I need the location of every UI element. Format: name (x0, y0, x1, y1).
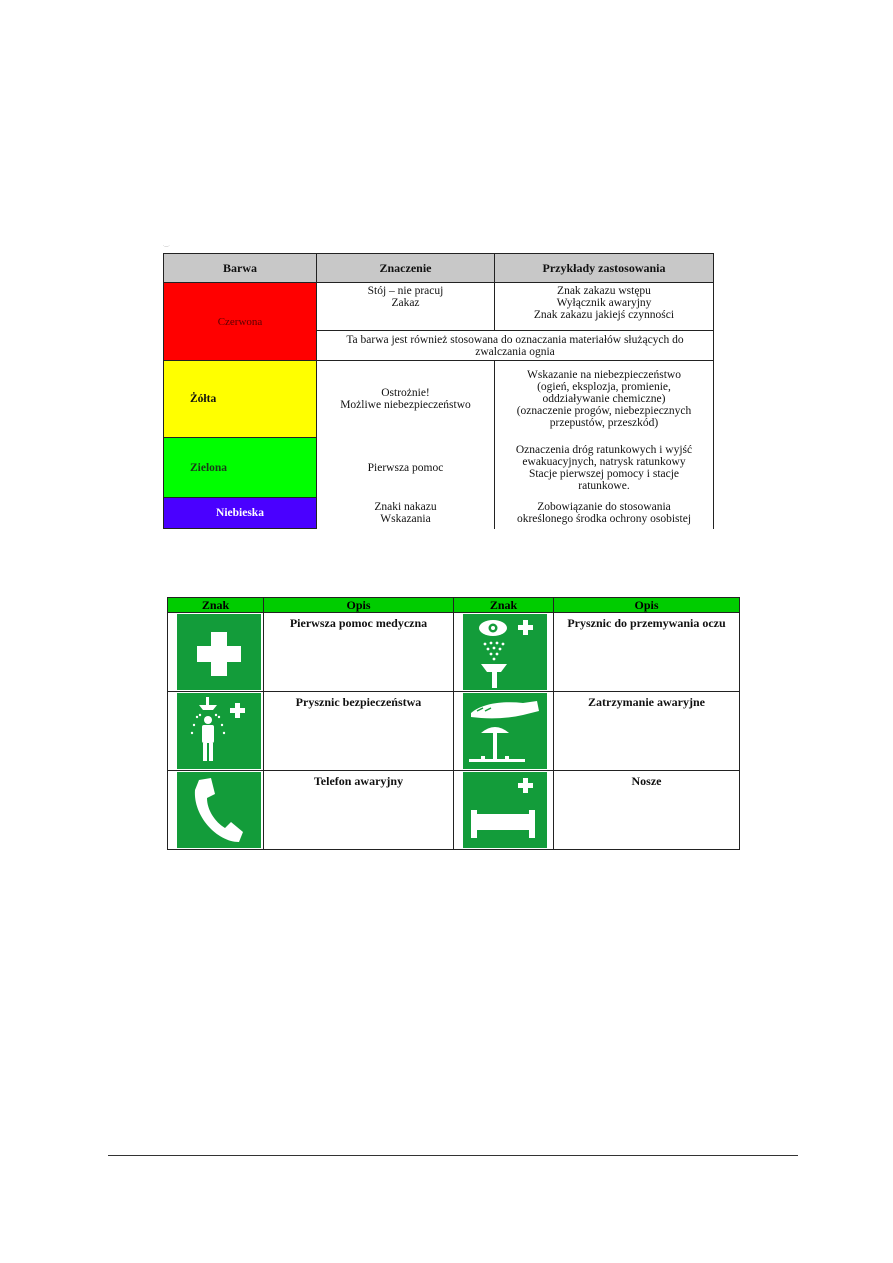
sign-description: Prysznic do przemywania oczu (554, 613, 740, 692)
table-header-row (164, 254, 714, 283)
table-row (168, 771, 740, 850)
stretcher-icon (463, 772, 547, 848)
meaning-cell (317, 283, 495, 331)
examples-cell (495, 361, 714, 438)
meaning-line: Stój – nie pracuj (367, 285, 444, 297)
safety-signs-table (167, 597, 740, 850)
eye-wash-icon (463, 614, 547, 690)
meaning-cell (317, 498, 495, 529)
header-cell: Opis (554, 598, 740, 613)
header-cell: Barwa (164, 254, 317, 283)
table-row (164, 361, 714, 438)
emergency-phone-icon (177, 772, 261, 848)
header-cell: Znak (454, 598, 554, 613)
meaning-cell (317, 438, 495, 498)
header-cell: Znak (168, 598, 264, 613)
first-aid-cross-icon (177, 614, 261, 690)
example-line: Wyłącznik awaryjny (556, 297, 652, 309)
color-swatch-red (164, 283, 317, 361)
example-line: ratunkowe. (578, 479, 630, 492)
example-line: określonego środka ochrony osobistej (516, 513, 692, 525)
examples-cell (495, 438, 714, 498)
color-meaning-table (163, 253, 714, 529)
example-line: Wskazanie na niebezpieczeństwo (527, 369, 681, 382)
table-row (168, 613, 740, 692)
color-name: Niebieska (216, 507, 264, 519)
meaning-line: Zakaz (391, 297, 420, 309)
example-line: Znak zakazu jakiejś czynności (533, 309, 675, 321)
sign-description: Zatrzymanie awaryjne (554, 692, 740, 771)
table-caption: ·—· (163, 243, 170, 248)
meaning-line: Wskazania (380, 513, 431, 525)
emergency-stop-icon (463, 693, 547, 769)
meaning-line: Znaki nakazu (374, 501, 437, 513)
examples-cell (495, 283, 714, 331)
table-row (164, 438, 714, 498)
meaning-cell (317, 361, 495, 438)
sign-cell (454, 692, 554, 771)
meaning-line: Ostrożnie! (381, 387, 430, 400)
table-row (164, 283, 714, 331)
color-name: Żółta (190, 393, 217, 405)
example-line: ewakuacyjnych, natrysk ratunkowy (522, 455, 686, 468)
table-header-row (168, 598, 740, 613)
color-name: Zielona (190, 461, 228, 474)
example-line: Zobowiązanie do stosowania (537, 501, 671, 513)
sign-cell (168, 692, 264, 771)
note-cell: Ta barwa jest również stosowana do oznaczania materiałów służących do zwalczania ognia (317, 331, 714, 361)
meaning-line: Pierwsza pomoc (367, 461, 444, 474)
examples-cell (495, 498, 714, 529)
sign-cell (454, 771, 554, 850)
header-cell: Znaczenie (317, 254, 495, 283)
color-swatch-blue (164, 498, 317, 529)
example-line: Oznaczenia dróg ratunkowych i wyjść (515, 443, 693, 456)
sign-description: Telefon awaryjny (264, 771, 454, 850)
color-swatch-yellow (164, 361, 317, 438)
color-name: Czerwona (217, 315, 263, 328)
example-line: przepustów, przeszkód) (549, 417, 659, 430)
header-cell: Opis (264, 598, 454, 613)
header-cell: Przykłady zastosowania (495, 254, 714, 283)
example-line: Znak zakazu wstępu (557, 285, 651, 297)
table-row (168, 692, 740, 771)
safety-shower-icon (177, 693, 261, 769)
color-swatch-green (164, 438, 317, 498)
example-line: Stacje pierwszej pomocy i stacje (528, 467, 680, 480)
example-line: (oznaczenie progów, niebezpiecznych (516, 405, 692, 418)
sign-description: Pierwsza pomoc medyczna (264, 613, 454, 692)
sign-description: Prysznic bezpieczeństwa (264, 692, 454, 771)
example-line: oddziaływanie chemiczne) (542, 393, 666, 406)
sign-description: Nosze (554, 771, 740, 850)
sign-cell (168, 613, 264, 692)
sign-cell (168, 771, 264, 850)
example-line: (ogień, eksplozja, promienie, (537, 381, 671, 394)
meaning-line: Możliwe niebezpieczeństwo (340, 399, 471, 412)
table-row (164, 498, 714, 529)
footer-divider (108, 1155, 798, 1156)
sign-cell (454, 613, 554, 692)
